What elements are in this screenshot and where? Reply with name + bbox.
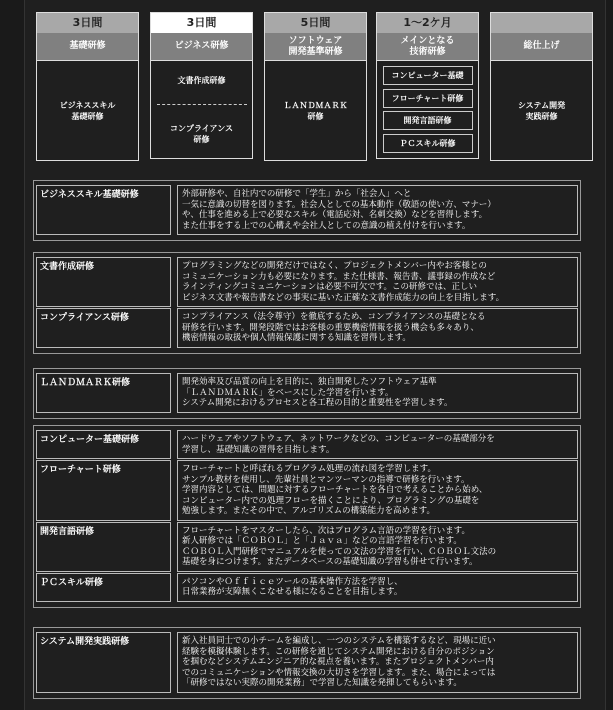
course-label: ＬＡＮＤＭＡＲＫ研修 bbox=[36, 373, 171, 413]
course-item: コンプライアンス 研修 bbox=[170, 123, 233, 144]
course-item: ビジネススキル 基礎研修 bbox=[59, 100, 116, 121]
course-box bbox=[376, 60, 479, 159]
flow-step-technical bbox=[376, 12, 479, 159]
course-description: フローチャートと呼ばれるプログラム処理の流れ図を学習します。 サンプル教材を使用し、先輩社員とマンツーマンの指導で研修を行います。 学習内容としては、問題に対するフローチャートを各自で考えることから始め、 コンピューター内での処理フローを描くことにより、プログラミングの基礎を 勉強します。またその中で、アルゴリズムの構築能力を高めます。 bbox=[177, 460, 578, 521]
course-item: ＰＣスキル研修 bbox=[383, 134, 473, 153]
section-business bbox=[33, 252, 581, 354]
course-row bbox=[36, 460, 578, 521]
course-label: 開発言語研修 bbox=[36, 522, 171, 572]
phase-label: 総仕上げ bbox=[490, 33, 593, 60]
course-box bbox=[264, 60, 367, 161]
phase-label: ビジネス研修 bbox=[150, 33, 253, 60]
course-row bbox=[36, 308, 578, 348]
course-label: システム開発実践研修 bbox=[36, 632, 171, 693]
course-row bbox=[36, 573, 578, 602]
course-label: フローチャート研修 bbox=[36, 460, 171, 521]
section-final bbox=[33, 627, 581, 699]
course-description: 外部研修や、自社内での研修で「学生」から「社会人」へと 一気に意識の切替を図ります。社会人としての基本動作（敬語の使い方、マナー） や、仕事を進める上で必要なスキル（電話応対、名刺交換）などを習得します。 また仕事をする上での心構えや会社人としての意識の植え付けを行います。 bbox=[177, 185, 578, 235]
course-item: システム開発 実践研修 bbox=[517, 100, 566, 121]
course-row bbox=[36, 373, 578, 413]
course-description: 新入社員同士での小チームを編成し、一つのシステムを構築するなど、現場に近い 経験を模擬体験します。この研修を通じてシステム開発における自分のポジション を掴むなどシステムエンジニア的な視点を養います。またプロジェクトメンバー内 でのコミュニケーションや情報交換の大切さを学習します。また、場合によっては 「研修ではない実際の開発業務」で学習した知識を発揮してもらいます。 bbox=[177, 632, 578, 693]
course-box bbox=[36, 60, 139, 161]
course-row bbox=[36, 185, 578, 235]
course-label: ビジネススキル基礎研修 bbox=[36, 185, 171, 235]
section-technical bbox=[33, 425, 581, 608]
course-label: 文書作成研修 bbox=[36, 257, 171, 307]
course-item: 開発言語研修 bbox=[383, 111, 473, 130]
flow-step-final bbox=[490, 12, 593, 161]
course-description: コンプライアンス（法令尊守）を徹底するため、コンプライアンスの基礎となる 研修を行います。開発段階ではお客様の重要機密情報を扱う機会も多々あり、 機密情報の取扱や個人情報保護に関する知識を習得します。 bbox=[177, 308, 578, 348]
duration-label bbox=[490, 12, 593, 33]
flow-step-software bbox=[264, 12, 367, 161]
duration-label: 1～2ケ月 bbox=[376, 12, 479, 33]
phase-label: 基礎研修 bbox=[36, 33, 139, 60]
course-box bbox=[150, 60, 253, 159]
duration-label: 5日間 bbox=[264, 12, 367, 33]
course-item: フローチャート研修 bbox=[383, 89, 473, 108]
course-label: コンプライアンス研修 bbox=[36, 308, 171, 348]
course-row bbox=[36, 522, 578, 572]
course-description: パソコンやＯｆｆｉｃｅツールの基本操作方法を学習し、 日常業務が支障無くこなせる様になることを目指します。 bbox=[177, 573, 578, 602]
duration-label: 3日間 bbox=[36, 12, 139, 33]
course-description: ハードウェアやソフトウェア、ネットワークなどの、コンピューターの基礎部分を 学習し、基礎知識の習得を目指します。 bbox=[177, 430, 578, 459]
course-row bbox=[36, 257, 578, 307]
course-label: ＰＣスキル研修 bbox=[36, 573, 171, 602]
course-item: ＬＡＮＤＭＡＲＫ 研修 bbox=[283, 100, 348, 121]
course-item: 文書作成研修 bbox=[177, 75, 226, 85]
phase-label: ソフトウェア 開発基準研修 bbox=[264, 33, 367, 60]
course-description: プログラミングなどの開発だけではなく、プロジェクトメンバー内やお客様との コミュニケーション力も必要になります。また仕様書、報告書、議事録の作成など ラインティングコミュニケーションは必要不可欠です。この研修では、正しい ビジネス文書や報告書などの事実に基いた正確な文書作成能力の向上を目指します。 bbox=[177, 257, 578, 307]
course-row bbox=[36, 430, 578, 459]
phase-label: メインとなる 技術研修 bbox=[376, 33, 479, 60]
course-description: フローチャートをマスターしたら、次はプログラム言語の学習を行います。 新人研修では「ＣＯＢＯＬ」と「Ｊａｖａ」などの言語学習を行います。 ＣＯＢＯＬ入門研修でマニュアルを使っての文法の学習を行い、ＣＯＢＯＬ文法の 基礎を身につけます。またデータベースの基礎知識の学習も併せて行います。 bbox=[177, 522, 578, 572]
course-box bbox=[490, 60, 593, 161]
course-row bbox=[36, 632, 578, 693]
section-landmark bbox=[33, 368, 581, 419]
course-item: コンピューター基礎 bbox=[383, 66, 473, 85]
flow-step-business bbox=[150, 12, 253, 159]
flow-step-basic bbox=[36, 12, 139, 161]
divider bbox=[157, 104, 247, 105]
duration-label: 3日間 bbox=[150, 12, 253, 33]
course-description: 開発効率及び品質の向上を目的に、独自開発したソフトウェア基準 「ＬＡＮＤＭＡＲＫ」をベースにした学習を行います。 システム開発におけるプロセスと各工程の目的と重要性を学習します。 bbox=[177, 373, 578, 413]
course-label: コンピューター基礎研修 bbox=[36, 430, 171, 459]
section-basic bbox=[33, 180, 581, 241]
